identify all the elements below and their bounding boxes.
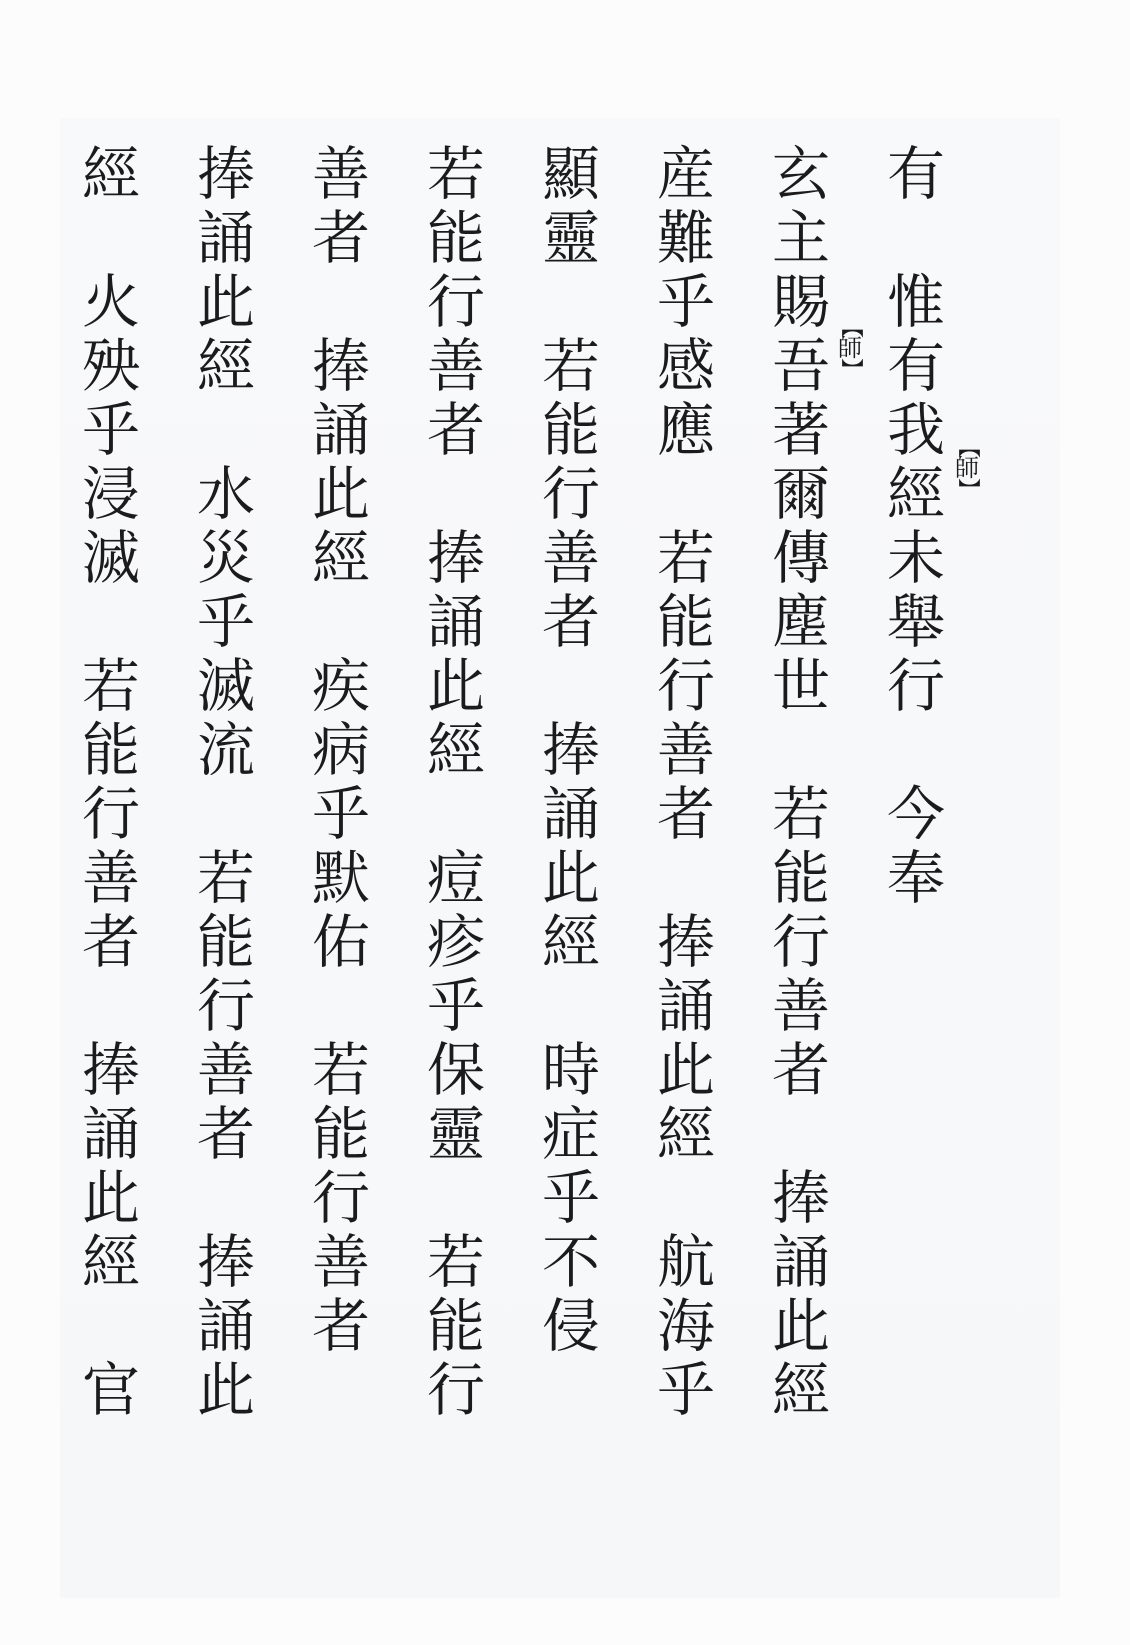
- glyph: 若: [541, 332, 600, 400]
- glyph: 滅: [196, 652, 255, 720]
- text-phrase: [763, 142, 839, 718]
- annotation-note-text: 師: [955, 454, 979, 482]
- glyph: 症: [541, 1100, 600, 1168]
- glyph: 保: [426, 1036, 485, 1104]
- glyph: 若: [426, 1228, 485, 1296]
- bracket-close: 】: [837, 357, 863, 381]
- text-phrase: [303, 654, 379, 974]
- text-phrase: [188, 1230, 264, 1422]
- glyph: 者: [771, 1036, 830, 1104]
- glyph: 行: [311, 1164, 370, 1232]
- glyph: 顯: [541, 140, 600, 208]
- glyph: 乎: [81, 396, 140, 464]
- text-column-8: [73, 142, 149, 1422]
- text-phrase: [418, 526, 494, 782]
- glyph: 經: [656, 1100, 715, 1168]
- text-phrase: [648, 910, 724, 1166]
- glyph: 此: [81, 1164, 140, 1232]
- glyph: 吾: [771, 332, 830, 400]
- glyph: 能: [426, 1292, 485, 1360]
- text-column-4: [533, 142, 609, 1358]
- glyph: 佑: [311, 908, 370, 976]
- glyph: 者: [426, 396, 485, 464]
- glyph: 乎: [196, 588, 255, 656]
- annotation-note-2: [837, 315, 863, 381]
- glyph: 者: [541, 588, 600, 656]
- glyph: 不: [541, 1228, 600, 1296]
- text-phrase: [303, 334, 379, 590]
- annotation-note-1: [954, 435, 980, 501]
- glyph: 經: [541, 908, 600, 976]
- glyph: 誦: [771, 1228, 830, 1296]
- glyph: 此: [771, 1292, 830, 1360]
- glyph: 捧: [426, 524, 485, 592]
- annotation-note-text: 師: [838, 334, 862, 362]
- glyph: 傳: [771, 524, 830, 592]
- glyph: 疾: [311, 652, 370, 720]
- text-column-6: [303, 142, 379, 1358]
- glyph: 捧: [196, 140, 255, 208]
- glyph: 誦: [426, 588, 485, 656]
- text-phrase: [73, 270, 149, 590]
- glyph: 者: [196, 1100, 255, 1168]
- bracket-open: 【: [954, 435, 980, 459]
- glyph: 善: [656, 716, 715, 784]
- glyph: 塵: [771, 588, 830, 656]
- glyph: 有: [886, 140, 945, 208]
- glyph: 我: [886, 396, 945, 464]
- glyph: 誦: [81, 1100, 140, 1168]
- glyph: 今: [886, 780, 945, 848]
- glyph: 行: [771, 908, 830, 976]
- glyph: 乎: [656, 1356, 715, 1424]
- text-phrase: [648, 1230, 724, 1422]
- glyph: 誦: [196, 1292, 255, 1360]
- glyph: 感: [656, 332, 715, 400]
- glyph: 乎: [426, 972, 485, 1040]
- glyph: 善: [311, 140, 370, 208]
- glyph: 行: [886, 652, 945, 720]
- glyph: 殃: [81, 332, 140, 400]
- glyph: 經: [771, 1356, 830, 1424]
- glyph: 爾: [771, 460, 830, 528]
- glyph: 此: [196, 1356, 255, 1424]
- glyph: 乎: [541, 1164, 600, 1232]
- text-column-1: [878, 142, 954, 910]
- glyph: 善: [541, 524, 600, 592]
- text-phrase: [418, 1230, 494, 1422]
- glyph: 能: [196, 908, 255, 976]
- glyph: 海: [656, 1292, 715, 1360]
- glyph: 行: [656, 652, 715, 720]
- text-phrase: [878, 270, 954, 718]
- glyph: 捧: [81, 1036, 140, 1104]
- glyph: 奉: [886, 844, 945, 912]
- glyph: 乎: [656, 268, 715, 336]
- text-phrase: [418, 142, 494, 462]
- glyph: 捧: [656, 908, 715, 976]
- text-phrase: [303, 142, 379, 270]
- glyph: 者: [656, 780, 715, 848]
- glyph: 病: [311, 716, 370, 784]
- text-phrase: [533, 142, 609, 270]
- glyph: 痘: [426, 844, 485, 912]
- text-phrase: [533, 718, 609, 974]
- glyph: 火: [81, 268, 140, 336]
- glyph: 者: [311, 1292, 370, 1360]
- glyph: 靈: [426, 1100, 485, 1168]
- glyph: 侵: [541, 1292, 600, 1360]
- text-phrase: [648, 526, 724, 846]
- glyph: 流: [196, 716, 255, 784]
- glyph: 災: [196, 524, 255, 592]
- glyph: 善: [81, 844, 140, 912]
- glyph: 有: [886, 332, 945, 400]
- glyph: 經: [196, 332, 255, 400]
- glyph: 經: [311, 524, 370, 592]
- glyph: 靈: [541, 204, 600, 272]
- glyph: 難: [656, 204, 715, 272]
- glyph: 玄: [771, 140, 830, 208]
- glyph: 能: [311, 1100, 370, 1168]
- glyph: 乎: [311, 780, 370, 848]
- glyph: 舉: [886, 588, 945, 656]
- text-phrase: [648, 142, 724, 462]
- glyph: 未: [886, 524, 945, 592]
- glyph: 經: [886, 460, 945, 528]
- glyph: 滅: [81, 524, 140, 592]
- glyph: 若: [426, 140, 485, 208]
- glyph: 此: [196, 268, 255, 336]
- glyph: 默: [311, 844, 370, 912]
- glyph: 能: [541, 396, 600, 464]
- glyph: 捧: [311, 332, 370, 400]
- glyph: 此: [426, 652, 485, 720]
- text-phrase: [763, 1166, 839, 1422]
- glyph: 此: [656, 1036, 715, 1104]
- glyph: 善: [426, 332, 485, 400]
- glyph: 惟: [886, 268, 945, 336]
- glyph: 浸: [81, 460, 140, 528]
- glyph: 若: [771, 780, 830, 848]
- glyph: 善: [771, 972, 830, 1040]
- glyph: 捧: [196, 1228, 255, 1296]
- glyph: 著: [771, 396, 830, 464]
- glyph: 者: [81, 908, 140, 976]
- glyph: 水: [196, 460, 255, 528]
- text-phrase: [878, 142, 954, 206]
- glyph: 行: [196, 972, 255, 1040]
- glyph: 能: [426, 204, 485, 272]
- glyph: 誦: [196, 204, 255, 272]
- text-phrase: [73, 1358, 149, 1422]
- glyph: 應: [656, 396, 715, 464]
- text-phrase: [763, 782, 839, 1102]
- glyph: 官: [81, 1356, 140, 1424]
- text-phrase: [73, 142, 149, 206]
- glyph: 疹: [426, 908, 485, 976]
- glyph: 行: [541, 460, 600, 528]
- glyph: 誦: [541, 780, 600, 848]
- glyph: 善: [196, 1036, 255, 1104]
- text-phrase: [188, 846, 264, 1166]
- glyph: 捧: [771, 1164, 830, 1232]
- glyph: 經: [81, 1228, 140, 1296]
- glyph: 善: [311, 1228, 370, 1296]
- glyph: 此: [311, 460, 370, 528]
- glyph: 能: [771, 844, 830, 912]
- glyph: 若: [656, 524, 715, 592]
- glyph: 者: [311, 204, 370, 272]
- text-column-2: [763, 142, 839, 1422]
- glyph: 能: [81, 716, 140, 784]
- glyph: 若: [196, 844, 255, 912]
- text-phrase: [73, 654, 149, 974]
- glyph: 行: [426, 1356, 485, 1424]
- glyph: 若: [311, 1036, 370, 1104]
- bracket-open: 【: [837, 315, 863, 339]
- text-phrase: [533, 1038, 609, 1358]
- glyph: 經: [81, 140, 140, 208]
- glyph: 若: [81, 652, 140, 720]
- text-phrase: [188, 142, 264, 398]
- text-column-3: [648, 142, 724, 1422]
- glyph: 經: [426, 716, 485, 784]
- glyph: 誦: [656, 972, 715, 1040]
- glyph: 行: [81, 780, 140, 848]
- text-column-5: [418, 142, 494, 1422]
- text-phrase: [73, 1038, 149, 1294]
- bracket-close: 】: [954, 477, 980, 501]
- text-phrase: [188, 462, 264, 782]
- glyph: 主: [771, 204, 830, 272]
- glyph: 時: [541, 1036, 600, 1104]
- glyph: 産: [656, 140, 715, 208]
- glyph: 能: [656, 588, 715, 656]
- glyph: 世: [771, 652, 830, 720]
- text-phrase: [303, 1038, 379, 1358]
- glyph: 誦: [311, 396, 370, 464]
- text-column-7: [188, 142, 264, 1422]
- glyph: 航: [656, 1228, 715, 1296]
- glyph: 賜: [771, 268, 830, 336]
- text-phrase: [418, 846, 494, 1166]
- glyph: 捧: [541, 716, 600, 784]
- glyph: 行: [426, 268, 485, 336]
- text-phrase: [878, 782, 954, 910]
- text-phrase: [533, 334, 609, 654]
- glyph: 此: [541, 844, 600, 912]
